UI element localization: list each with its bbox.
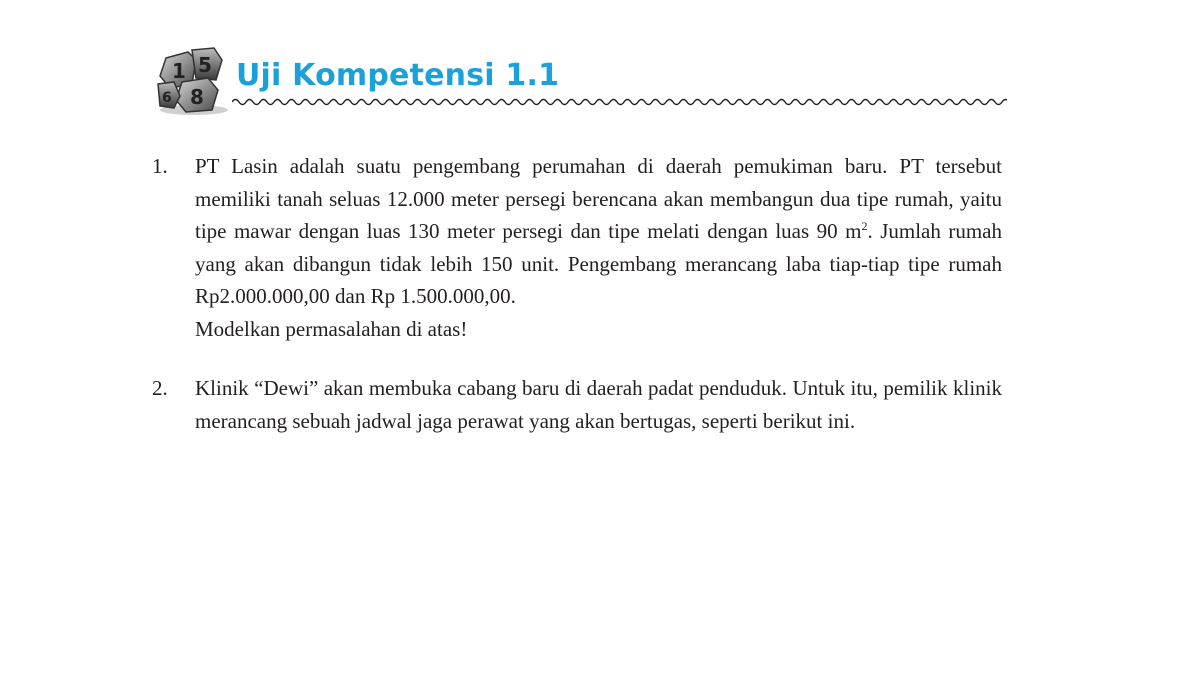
section-title: Uji Kompetensi 1.1 — [236, 58, 560, 93]
question-number: 1. — [152, 154, 168, 178]
svg-text:6: 6 — [162, 90, 172, 106]
question-text-part: PT Lasin adalah suatu pengembang perumahan di daerah pemukiman baru. PT tersebut memiliki tanah seluas 12.000 meter persegi berencana akan membangun dua tipe rumah, yaitu tipe mawar dengan luas 130 meter persegi dan tipe melati dengan luas 90 m — [195, 154, 1002, 243]
question-instruction: Modelkan permasalahan di atas! — [195, 316, 468, 341]
question-list — [152, 150, 1002, 437]
question-item-1 — [152, 150, 1002, 345]
question-text-part: . Jumlah rumah yang akan dibangun tidak lebih 150 unit. Pengembang merancang laba tiap-tiap tipe rumah Rp2.000.000,00 dan Rp 1.500.000,00. — [195, 219, 1003, 308]
superscript: 2 — [861, 219, 868, 233]
wavy-underline — [232, 96, 1007, 108]
section-header — [152, 38, 1007, 118]
svg-text:5: 5 — [198, 53, 212, 77]
question-text: Klinik “Dewi” akan membuka cabang baru di daerah padat penduduk. Untuk itu, pemilik klinik merancang sebuah jadwal jaga perawat yang akan bertugas, seperti berikut ini. — [195, 376, 1002, 433]
question-text — [195, 150, 1002, 313]
question-number: 2. — [152, 376, 168, 400]
svg-text:8: 8 — [190, 85, 204, 109]
number-blocks-icon — [152, 44, 234, 116]
question-item-2 — [152, 372, 1002, 437]
svg-text:1: 1 — [172, 59, 186, 83]
